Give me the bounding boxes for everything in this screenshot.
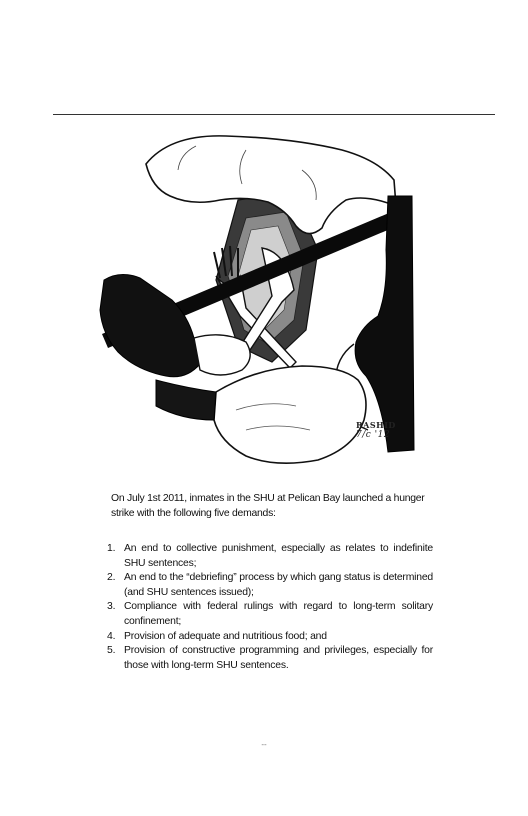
- list-item: [107, 644, 433, 673]
- list-item-text: Provision of adequate and nutritious food; and: [124, 630, 327, 642]
- list-item-text: Provision of constructive programming and privileges, especially for those with long-term SHU sentences.: [124, 645, 433, 671]
- list-item: [107, 571, 433, 600]
- list-item-text: An end to collective punishment, especially as relates to indefinite SHU sentences;: [124, 543, 433, 569]
- hand-bottom: [156, 366, 366, 463]
- page-number: --: [261, 740, 267, 749]
- list-item-number: 5.: [107, 645, 116, 657]
- list-item-number: 3.: [107, 601, 116, 613]
- intro-paragraph: On July 1st 2011, inmates in the SHU at Pelican Bay launched a hunger strike with the following five demands:: [111, 493, 425, 519]
- list-item-number: 4.: [107, 630, 116, 642]
- list-item-text: Compliance with federal rulings with regard to long-term solitary confinement;: [124, 601, 433, 627]
- hands-illustration: [96, 130, 432, 470]
- list-item-number: 2.: [107, 572, 116, 584]
- list-item-number: 1.: [107, 543, 116, 554]
- signature-date: 7/c '12: [356, 430, 391, 440]
- list-item: [107, 600, 433, 629]
- demands-list: [107, 542, 433, 673]
- horizontal-rule: [53, 114, 495, 115]
- signature-name: RASHID: [356, 420, 396, 430]
- list-item: [107, 542, 433, 571]
- list-item-text: An end to the “debriefing” process by which gang status is determined (and SHU sentences issued);: [124, 572, 433, 598]
- artist-signature: [356, 420, 426, 440]
- list-item: [107, 630, 433, 645]
